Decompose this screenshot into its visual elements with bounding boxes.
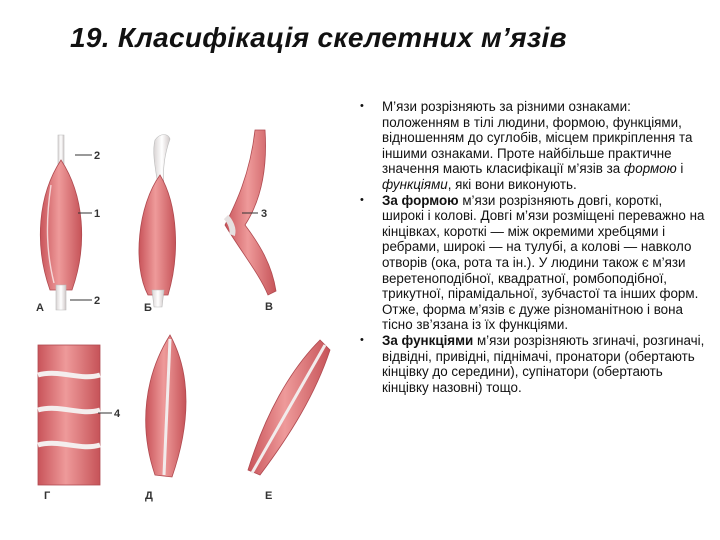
label-e: Е xyxy=(265,490,273,502)
label-3: 3 xyxy=(261,208,268,220)
muscle-g-multi-belly xyxy=(38,345,100,485)
label-a: А xyxy=(36,302,44,314)
bullet-marker: • xyxy=(360,100,364,112)
bullet-text: М’язи розрізняють за різними ознаками: положенням в тілі людини, формою, функціями, відношенням до суглобів, місцем прикріплення та іншими ознаками. Проте найбільше практичне значення мають класифікації м’язів за xyxy=(382,99,693,177)
bullet-item-by-function xyxy=(360,333,705,395)
bullet-marker: • xyxy=(360,333,364,346)
muscle-e-unipennate xyxy=(248,340,330,475)
bullet-emphasis-form: формою xyxy=(623,161,677,177)
bullet-emphasis-functions: функціями xyxy=(382,176,448,192)
label-d: Д xyxy=(145,490,153,502)
label-4: 4 xyxy=(114,408,121,420)
label-2-bottom: 2 xyxy=(94,295,101,307)
muscle-a-fusiform xyxy=(40,135,81,310)
bullet-text: і xyxy=(676,161,684,177)
muscle-shapes-illustration xyxy=(20,125,340,515)
label-b: Б xyxy=(144,302,152,314)
bullet-text: , які вони виконують. xyxy=(447,176,577,192)
bullet-heading: За функціями xyxy=(382,332,474,348)
bullet-marker: • xyxy=(360,193,364,206)
muscle-d-bipennate xyxy=(146,335,186,477)
muscle-shapes-figure xyxy=(20,125,340,515)
muscle-b-two-headed xyxy=(139,135,176,307)
bullet-text: м’язи розрізняють довгі, короткі, широкі і колові. Довгі м’язи розміщені переважно на кінцівках, короткі — між окремими хребцями і ребрами, широкі — на тулубі, а колові — навколо отворів (ока, рота та ін.). У людини також є м’язи веретеноподібної, квадратної, ромбоподібної, трикутної, пірамідальної, зубчастої та інших форм. Отже, форма м’язів є дуже різноманітною і вона тісно зв’язана із їх функціями. xyxy=(382,192,705,333)
bullet-text: м’язи розрізняють згиначі, розгиначі, відвідні, привідні, піднімачі, пронатори (обертають кінцівку до середини), супінатори (обертають кінцівку назовні) тощо. xyxy=(382,332,705,395)
bullet-item-general xyxy=(360,99,705,193)
label-2-top: 2 xyxy=(94,150,101,162)
label-g: Г xyxy=(44,490,51,502)
bullet-list xyxy=(360,99,705,395)
slide-title: 19. Класифікація скелетних м’язів xyxy=(70,22,567,53)
bullet-item-by-form xyxy=(360,193,705,333)
bullet-heading: За формою xyxy=(382,192,459,208)
label-v: В xyxy=(265,301,273,313)
label-1: 1 xyxy=(94,208,101,220)
